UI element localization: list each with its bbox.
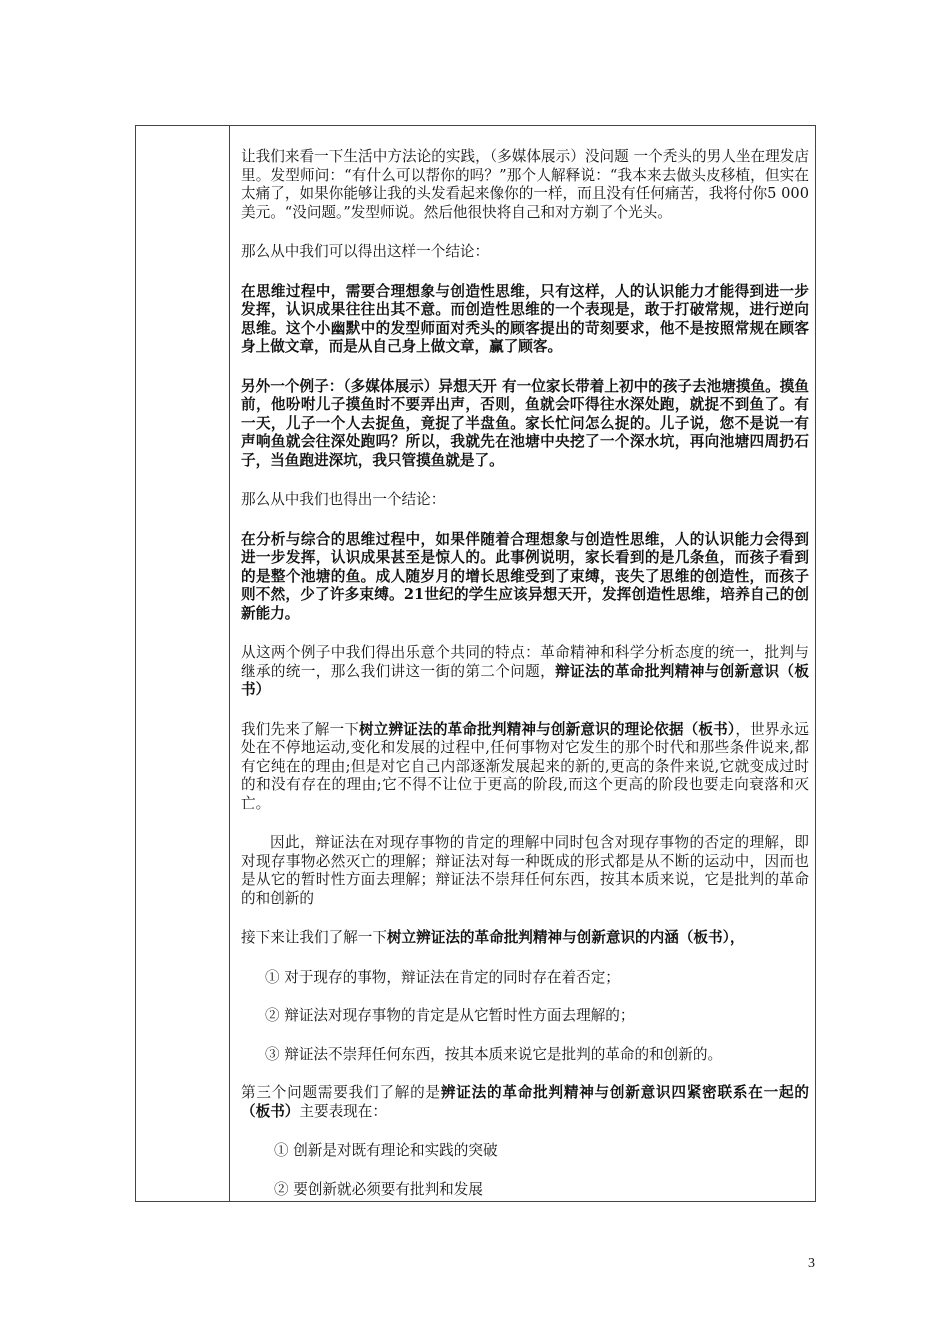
paragraph-connotation [241, 929, 809, 948]
text-span: 第三个问题需要我们了解的是 [241, 1084, 441, 1101]
lesson-table [135, 125, 816, 1202]
paragraph-conclusion-intro-1: 那么从中我们可以得出这样一个结论： [241, 243, 490, 260]
list-item: ① 创新是对既有理论和实践的突破 [274, 1142, 498, 1159]
board-heading-connotation: 树立辨证法的革命批判精神与创新意识的内涵（板书）， [386, 929, 745, 946]
list-item: ③ 辩证法不崇拜任何东西，按其本质来说它是批判的革命的和创新的。 [265, 1045, 723, 1063]
content-cell [241, 148, 809, 1219]
paragraph-theory-basis [241, 721, 809, 814]
text-span: 从这两个例子中我们得出乐意个共同的特点：革命精神和科学分析态度的统一，批判与继承的统一，那么我们讲这一街的第二个问题， [241, 644, 809, 680]
paragraph-conclusion-2: 在分析与综合的思维过程中，如果伴随着合理想象与创造性思维，人的认识能力会得到进一步发挥，认识成果甚至是惊人的。此事例说明，家长看到的是几条鱼，而孩子看到的是整个池塘的鱼。成人随岁月的增长思维受到了束缚，丧失了思维的创造性，而孩子则不然，少了许多束缚。21世纪的学生应该异想天开，发挥创造性思维，培养自己的创新能力。 [241, 530, 809, 622]
board-heading-3: 辨证法的革命批判精神与创新意识四紧密联系在一起的（板书） [241, 1084, 809, 1120]
text-span: 我们先来了解一下 [241, 720, 360, 738]
text-span: ，世界永远处在不停地运动,变化和发展的过程中,任何事物对它发生的那个时代和那些条件说来,都有它纯在的理由;但是对它自己内部逐渐发展起来的新的,更高的条件来说,它就变成过时的和没有存在的理由;它不得不让位于更高的阶段,而这个更高的阶段也要走向衰落和灭亡。 [241, 720, 809, 812]
list-item: ② 要创新就必须要有批判和发展 [274, 1180, 483, 1198]
paragraph-fishing-story: 另外一个例子：（多媒体展示）异想天开 有一位家长带着上初中的孩子去池塘摸鱼。摸鱼前，他吩咐儿子摸鱼时不要弄出声，否则，鱼就会吓得往水深处跑，就捉不到鱼了。有一天，儿子一个人去捉鱼，竟捉了半盘鱼。家长忙问怎么捉的。儿子说，您不是说一有声响鱼就会往深处跑吗？所以，我就先在池塘中央挖了一个深水坑，再向池塘四周扔石子，当鱼跑进深坑，我只管摸鱼就是了。 [241, 377, 809, 469]
paragraph-conclusion-1: 在思维过程中，需要合理想象与创造性思维，只有这样，人的认识能力才能得到进一步发挥，认识成果往往出其不意。而创造性思维的一个表现是，敢于打破常规，进行逆向思维。这个小幽默中的发型师面对秃头的顾客提出的苛刻要求，他不是按照常规在顾客身上做文章，而是从自己身上做文章，赢了顾客。 [241, 282, 809, 355]
board-heading-theory: 树立辨证法的革命批判精神与创新意识的理论依据（板书） [359, 720, 736, 738]
paragraph-haircut-story: 让我们来看一下生活中方法论的实践，（多媒体展示）没问题 一个秃头的男人坐在理发店里。发型师问：“有什么可以帮你的吗？”那个人解释说：“我本来去做头皮移植，但实在太痛了，如果你能够让我的头发看起来像你的一样，而且没有任何痛苦，我将付你5 000美元。“没问题。”发型师说。然后他很快将自己和对方剃了个光头。 [241, 148, 809, 221]
list-item: ② 辩证法对现存事物的肯定是从它暂时性方面去理解的； [265, 1007, 635, 1024]
paragraph-common-features [241, 644, 809, 700]
text-span: 接下来让我们了解一下 [241, 929, 387, 946]
board-heading-2: 辩证法的革命批判精神与创新意识（板书） [241, 662, 809, 698]
paragraph-conclusion-intro-2: 那么从中我们也得出一个结论： [241, 491, 446, 508]
list-item: ① 对于现存的事物，辩证法在肯定的同时存在着否定； [265, 968, 620, 986]
left-column-cell [136, 126, 230, 1201]
paragraph-third-question [241, 1084, 809, 1121]
page-number: 3 [808, 1256, 815, 1271]
paragraph-dialectics: 因此，辩证法在对现存事物的肯定的理解中同时包含对现存事物的否定的理解，即对现存事物必然灭亡的理解；辩证法对每一种既成的形式都是从不断的运动中，因而也是从它的暂时性方面去理解；辩证法不崇拜任何东西，按其本质来说，它是批判的革命的和创新的 [241, 834, 809, 907]
text-span: 主要表现在： [299, 1102, 387, 1120]
